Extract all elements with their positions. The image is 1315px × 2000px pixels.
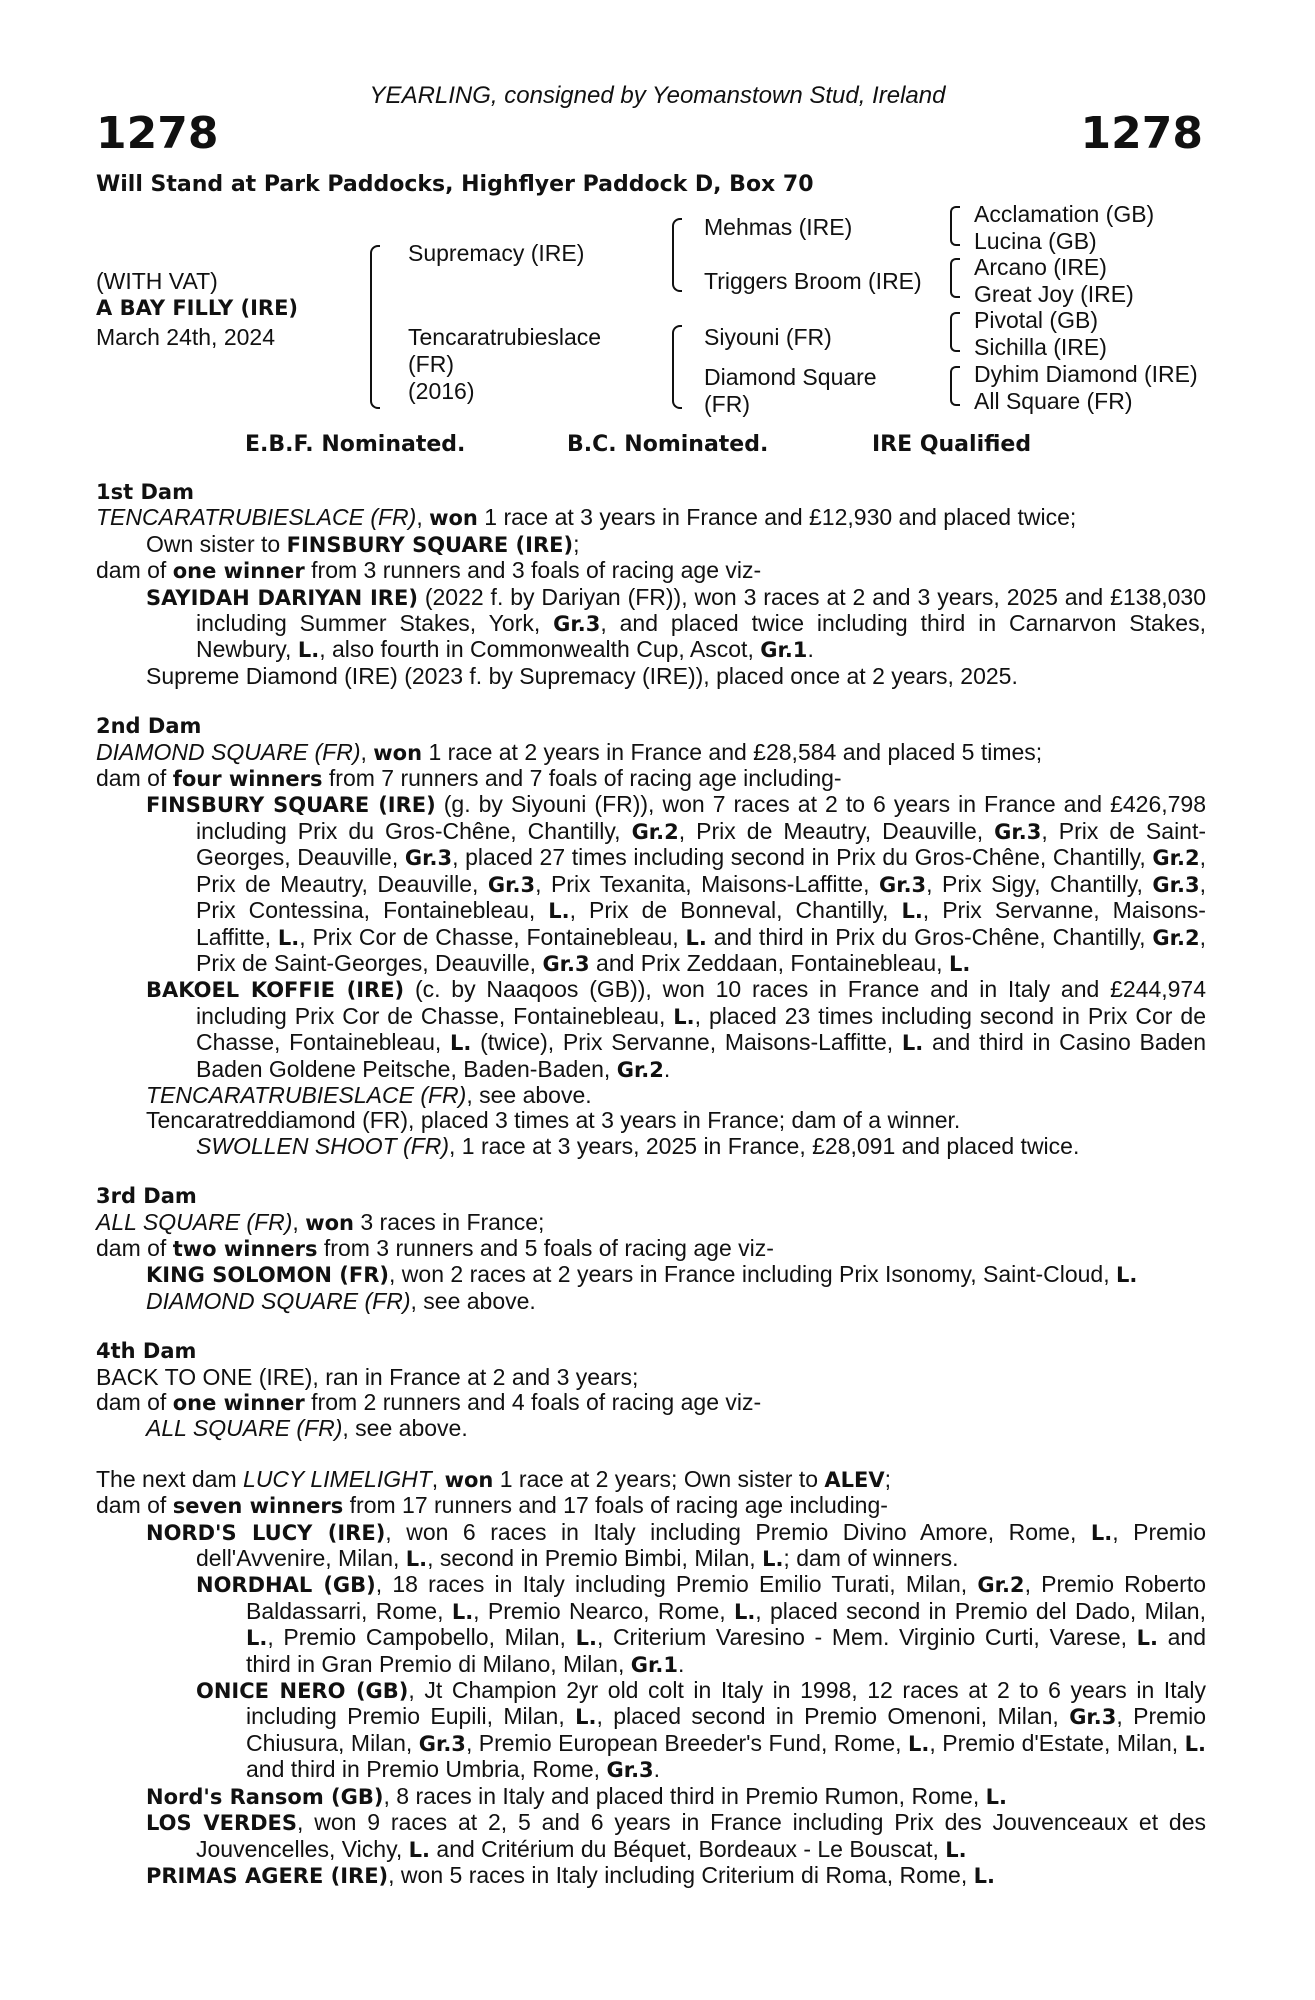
next-dam-intro: The next dam LUCY LIMELIGHT, won 1 race at 2 years; Own sister to ALEV; [96,1465,892,1492]
ggp-3: Arcano (IRE) [974,254,1107,280]
brace-ggp-4 [950,366,960,406]
ggp-8: All Square (FR) [974,388,1133,414]
first-dam-intro: TENCARATRUBIESLACE (FR), won 1 race at 3 years in France and £12,930 and placed twice; [96,504,1077,531]
progeny-entry: TENCARATRUBIESLACE (FR), see above. [146,1081,592,1108]
brace-ggp-3 [950,312,960,352]
sire-dam: Triggers Broom (IRE) [704,268,922,294]
dam-line-2: (FR) [408,351,454,377]
ggp-7: Dyhim Diamond (IRE) [974,361,1198,387]
second-dam-dam-of: dam of four winners from 7 runners and 7 foals of racing age including- [96,765,842,792]
second-dam-section [96,714,1206,1159]
vat-label: (WITH VAT) [96,268,218,294]
dam-sire: Siyouni (FR) [704,324,832,350]
progeny-entry: SAYIDAH DARIYAN IRE) (2022 f. by Dariyan (FR)), won 3 races at 2 and 3 years, 2025 and £138,030 including Summer Stakes, York, Gr.3, and placed twice including third in Carnarvon Stakes, Newbury, L., also fourth in Commonwealth Cup, Ascot, Gr.1. [146,583,1207,663]
dam-line-3: (2016) [408,378,475,404]
progeny-entry: ALL SQUARE (FR), see above. [146,1415,468,1442]
foaling-date: March 24th, 2024 [96,324,276,350]
progeny-entry: LOS VERDES, won 9 races at 2, 5 and 6 years in France including Prix des Jouvenceaux et des Jouvencelles, Vichy, L. and Critérium du Béquet, Bordeaux - Le Bouscat, L. [146,1809,1206,1862]
progeny-entry: NORD'S LUCY (IRE), won 6 races in Italy including Premio Divino Amore, Rome, L., Premio dell'Avvenire, Milan, L., second in Premio Bimbi, Milan, L.; dam of winners. [146,1518,1206,1572]
bc-nominated: B.C. Nominated. [567,432,769,457]
progeny-entry: Supreme Diamond (IRE) (2023 f. by Supremacy (IRE)), placed once at 2 years, 2025. [146,662,1018,689]
progeny-entry: NORDHAL (GB), 18 races in Italy including Premio Emilio Turati, Milan, Gr.2, Premio Roberto Baldassarri, Rome, L., Premio Nearco, Rome, L., placed second in Premio del Dado, Milan, L., Premio Campobello, Milan, L., Criterium Varesino - Mem. Virginio Curti, Varese, L. and third in Gran Premio di Milano, Milan, Gr.1. [196,1571,1206,1677]
brace-dam [672,325,682,409]
progeny-entry: ONICE NERO (GB), Jt Champion 2yr old colt in Italy in 1998, 12 races at 2 to 6 years in Italy including Premio Eupili, Milan, L., placed second in Premio Omenoni, Milan, Gr.3, Premio Chiusura, Milan, Gr.3, Premio European Breeder's Fund, Rome, L., Premio d'Estate, Milan, L. and third in Premio Umbria, Rome, Gr.3. [196,1677,1206,1783]
lot-number-left: 1278 [96,108,219,159]
ggp-2: Lucina (GB) [974,228,1097,254]
ggp-6: Sichilla (IRE) [974,334,1107,360]
ebf-nominated: E.B.F. Nominated. [245,432,466,457]
dam-dam-line-1: Diamond Square [704,364,877,390]
next-dam-section [96,1467,1206,1890]
progeny-entry: Tencaratreddiamond (FR), placed 3 times at 3 years in France; dam of a winner. [146,1107,961,1134]
consignor-line: YEARLING, consigned by Yeomanstown Stud, Ireland [369,82,946,109]
fourth-dam-heading: 4th Dam [96,1339,197,1364]
brace-main [370,245,380,409]
stand-location: Will Stand at Park Paddocks, Highflyer Paddock D, Box 70 [96,172,814,197]
fourth-dam-dam-of: dam of one winner from 2 runners and 4 foals of racing age viz- [96,1389,762,1415]
third-dam-section [96,1184,1206,1314]
ggp-5: Pivotal (GB) [974,307,1098,333]
progeny-entry: PRIMAS AGERE (IRE), won 5 races in Italy including Criterium di Roma, Rome, L. [146,1861,995,1888]
dam-line-1: Tencaratrubieslace [408,324,602,350]
progeny-entry: SWOLLEN SHOOT (FR), 1 race at 3 years, 2025 in France, £28,091 and placed twice. [196,1132,1080,1159]
progeny-entry: BAKOEL KOFFIE (IRE) (c. by Naaqoos (GB)), won 10 races in France and in Italy and £244,974 including Prix Cor de Chasse, Fontainebleau, L., placed 23 times including second in Prix Cor de Chasse, Fontainebleau, L. (twice), Prix Servanne, Maisons-Laffitte, L. and third in Casino Baden Baden Goldene Peitsche, Baden-Baden, Gr.2. [146,976,1206,1082]
lot-number-right: 1278 [1080,108,1203,159]
progeny-entry: KING SOLOMON (FR), won 2 races at 2 years in France including Prix Isonomy, Saint-Cloud, L. [146,1261,1138,1288]
ggp-4: Great Joy (IRE) [974,281,1134,307]
sire-sire: Mehmas (IRE) [704,214,853,240]
third-dam-intro: ALL SQUARE (FR), won 3 races in France; [96,1208,545,1235]
progeny-entry: Nord's Ransom (GB), 8 races in Italy and placed third in Premio Rumon, Rome, L. [146,1782,1007,1809]
first-dam-section [96,480,1206,689]
first-dam-heading: 1st Dam [96,480,194,504]
catalogue-body [96,480,1206,1914]
third-dam-heading: 3rd Dam [96,1184,197,1209]
ire-qualified: IRE Qualified [872,432,1032,457]
progeny-entry: DIAMOND SQUARE (FR), see above. [146,1287,536,1314]
third-dam-dam-of: dam of two winners from 3 runners and 5 foals of racing age viz- [96,1234,774,1261]
second-dam-heading: 2nd Dam [96,714,202,739]
horse-name: A BAY FILLY (IRE) [96,296,299,320]
progeny-entry: FINSBURY SQUARE (IRE) (g. by Siyouni (FR)), won 7 races at 2 to 6 years in France and £426,798 including Prix du Gros-Chêne, Chantilly, Gr.2, Prix de Meautry, Deauville, Gr.3, Prix de Saint-Georges, Deauville, Gr.3, placed 27 times including second in Prix du Gros-Chêne, Chantilly, Gr.2, Prix de Meautry, Deauville, Gr.3, Prix Texanita, Maisons-Laffitte, Gr.3, Prix Sigy, Chantilly, Gr.3, Prix Contessina, Fontainebleau, L., Prix de Bonneval, Chantilly, L., Prix Servanne, Maisons-Laffitte, L., Prix Cor de Chasse, Fontainebleau, L. and third in Prix du Gros-Chêne, Chantilly, Gr.2, Prix de Saint-Georges, Deauville, Gr.3 and Prix Zeddaan, Fontainebleau, L. [146,791,1207,976]
second-dam-intro: DIAMOND SQUARE (FR), won 1 race at 2 years in France and £28,584 and placed 5 times; [96,738,1043,765]
fourth-dam-intro: BACK TO ONE (IRE), ran in France at 2 and 3 years; [96,1363,639,1390]
ggp-1: Acclamation (GB) [974,201,1155,227]
sire: Supremacy (IRE) [408,240,585,266]
first-dam-dam-of: dam of one winner from 3 runners and 3 foals of racing age viz- [96,557,762,584]
first-dam-sister: Own sister to FINSBURY SQUARE (IRE); [146,530,580,557]
brace-sire [672,218,682,292]
next-dam-dam-of: dam of seven winners from 17 runners and 17 foals of racing age including- [96,1492,888,1519]
brace-ggp-2 [950,258,960,298]
dam-dam-line-2: (FR) [704,391,750,417]
brace-ggp-1 [950,206,960,246]
fourth-dam-section [96,1339,1206,1442]
